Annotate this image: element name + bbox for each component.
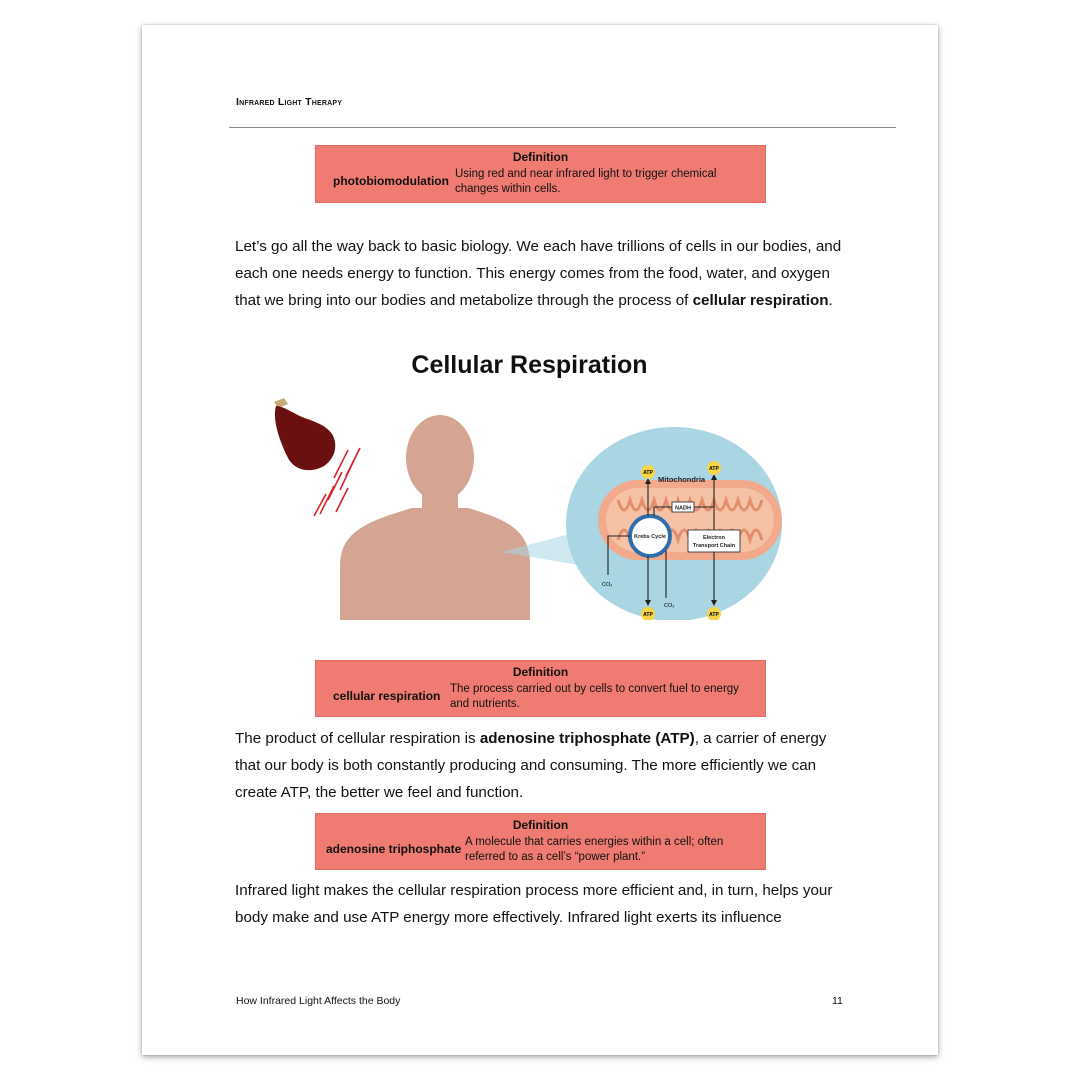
page-number: 11 xyxy=(832,995,843,1007)
definition-description: The process carried out by cells to convert fuel to energy and nutrients. xyxy=(450,683,739,710)
bold-term-atp: adenosine triphosphate (ATP) xyxy=(479,730,695,747)
etc-label-2: Transport Chain xyxy=(692,543,736,549)
human-silhouette-icon xyxy=(340,415,530,620)
krebs-label: Krebs Cycle xyxy=(634,534,666,540)
definition-term: photobiomodulation xyxy=(333,174,449,188)
atp-label: ATP xyxy=(709,466,719,472)
paragraph-2: The product of cellular respiration is adenosine triphosphate (ATP), a carrier of energy that our body is both constantly producing and consuming. The more efficiently we can create ATP, the better we feel and function. xyxy=(235,730,827,801)
co2-label: CO₂ xyxy=(602,582,613,588)
paragraph-3: Infrared light makes the cellular respiration process more efficient and, in turn, helps your body make and use ATP energy more effectively. Infrared light exerts its influence xyxy=(235,882,833,926)
definition-heading: Definition xyxy=(512,665,569,679)
definition-heading: Definition xyxy=(512,150,569,164)
definition-box-adenosine-triphosphate xyxy=(315,813,766,870)
definition-description: Using red and near infrared light to trigger chemical changes within cells. xyxy=(455,168,717,195)
atp-label: ATP xyxy=(643,612,653,618)
definition-box-photobiomodulation xyxy=(315,145,766,203)
document-page xyxy=(142,25,938,1055)
definition-description: A molecule that carries energies within a cell; often referred to as a cell’s “power plant.” xyxy=(465,836,724,863)
nadh-label: NADH xyxy=(675,505,691,512)
cellular-respiration-illustration xyxy=(262,390,822,620)
bold-term-cellular-respiration: cellular respiration xyxy=(692,292,829,309)
definition-heading: Definition xyxy=(512,818,569,832)
co2-label: CO₂ xyxy=(664,603,675,609)
paragraph-1: Let’s go all the way back to basic biology. We each have trillions of cells in our bodies, and each one needs energy to function. This energy comes from the food, water, and oxygen that we bring into our bodies and metabolize through the process of cellular respiration. xyxy=(235,238,842,309)
definition-term: cellular respiration xyxy=(333,689,441,703)
etc-label-1: Electron xyxy=(702,535,726,541)
definition-term: adenosine triphosphate xyxy=(326,842,462,856)
figure-title: Cellular Respiration xyxy=(411,351,648,379)
header-rule xyxy=(229,127,896,128)
atp-label: ATP xyxy=(643,470,653,476)
running-header: Infrared Light Therapy xyxy=(236,96,343,108)
mitochondria-label: Mitochondria xyxy=(658,475,706,484)
infrared-lamp-icon xyxy=(274,398,335,470)
footer-chapter-title: How Infrared Light Affects the Body xyxy=(236,995,401,1007)
atp-label: ATP xyxy=(709,612,719,618)
definition-box-cellular-respiration xyxy=(315,660,766,717)
